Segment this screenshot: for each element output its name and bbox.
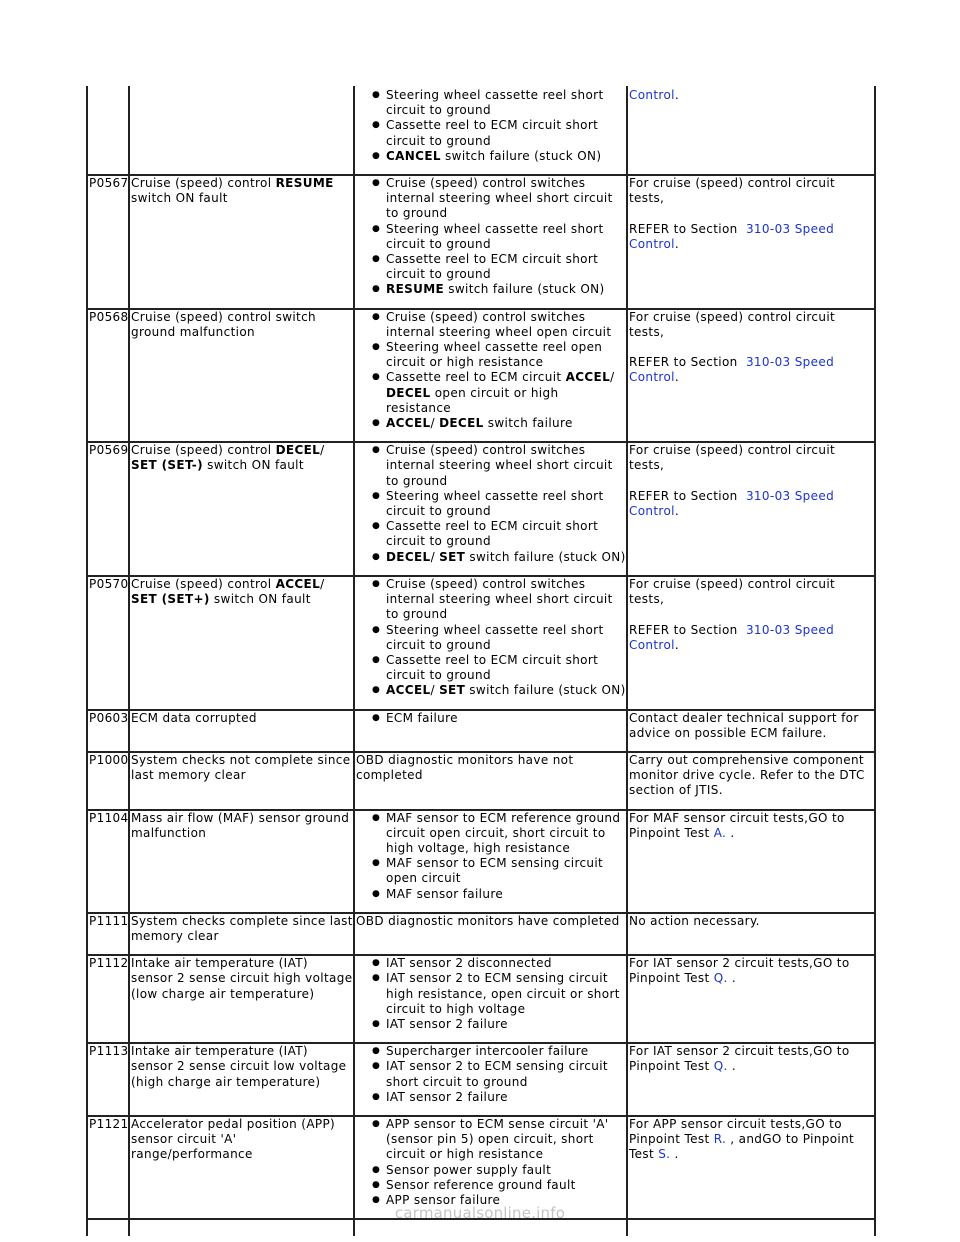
section-link[interactable]: 310-03 Speed Control — [629, 355, 835, 385]
action: Contact dealer technical support for advice on possible ECM failure. — [627, 710, 875, 752]
dtc-description: Cruise (speed) control RESUME switch ON fault — [129, 175, 354, 309]
possible-causes — [354, 576, 627, 710]
possible-causes — [354, 810, 627, 913]
list-item: ● IAT sensor 2 failure — [372, 1090, 626, 1105]
dtc-description — [129, 86, 354, 175]
table-row — [87, 810, 875, 913]
dtc-code: P1000 — [87, 752, 129, 810]
dtc-code: P1121 — [87, 1116, 129, 1219]
watermark: carmanualsonline.info — [394, 1204, 566, 1222]
section-link[interactable]: R. — [713, 1132, 727, 1147]
list-item: ● DECEL/ SET switch failure (stuck ON) — [372, 550, 626, 565]
list-item: ● ECM failure — [372, 711, 626, 726]
causes-list — [356, 811, 626, 902]
causes-list — [356, 711, 626, 726]
list-item: ● Cruise (speed) control switches internal steering wheel short circuit to ground — [372, 443, 626, 489]
section-link[interactable]: 310-03 Speed Control — [629, 622, 835, 652]
dtc-code: P1104 — [87, 810, 129, 913]
possible-causes: OBD diagnostic monitors have completed — [354, 913, 627, 955]
dtc-description: Cruise (speed) control DECEL/ SET (SET-) switch ON fault — [129, 442, 354, 576]
action: Control. — [627, 86, 875, 175]
list-item: ● MAF sensor to ECM reference ground circuit open circuit, short circuit to high voltage, high resistance — [372, 811, 626, 857]
dtc-code: P0570 — [87, 576, 129, 710]
action: No action necessary. — [627, 913, 875, 955]
dtc-description: Intake air temperature (IAT) sensor 2 sense circuit high voltage (low charge air temperature) — [129, 955, 354, 1043]
causes-list — [356, 310, 626, 432]
section-link[interactable]: 310-03 Speed Control — [629, 488, 835, 519]
action: For APP sensor circuit tests,GO to Pinpoint Test R. , andGO to Pinpoint Test S. . — [627, 1116, 875, 1219]
list-item: ● Sensor power supply fault — [372, 1163, 626, 1178]
section-link[interactable]: S. — [658, 1147, 671, 1162]
possible-causes — [354, 175, 627, 309]
possible-causes — [354, 442, 627, 576]
causes-list — [356, 956, 626, 1032]
dtc-description: Accelerator pedal position (APP) sensor circuit 'A' range/performance — [129, 1116, 354, 1219]
causes-list — [356, 1044, 626, 1105]
list-item: ● CANCEL switch failure (stuck ON) — [372, 149, 626, 164]
action: For cruise (speed) control circuit tests, REFER to Section 310-03 Speed Control. — [627, 442, 875, 576]
list-item: ● Cassette reel to ECM circuit short circuit to ground — [372, 252, 626, 282]
list-item: ● IAT sensor 2 failure — [372, 1017, 626, 1032]
action: For cruise (speed) control circuit tests, REFER to Section 310-03 Speed Control. — [627, 309, 875, 443]
list-item: ● Steering wheel cassette reel short circuit to ground — [372, 489, 626, 519]
possible-causes — [354, 86, 627, 175]
action: For cruise (speed) control circuit tests, REFER to Section 310-03 Speed Control. — [627, 576, 875, 710]
list-item: ● RESUME switch failure (stuck ON) — [372, 282, 626, 297]
possible-causes — [354, 1043, 627, 1116]
list-item: ● Cruise (speed) control switches internal steering wheel open circuit — [372, 310, 626, 340]
possible-causes: OBD diagnostic monitors have not completed — [354, 752, 627, 810]
possible-causes — [354, 309, 627, 443]
section-link[interactable]: A. — [713, 825, 727, 840]
causes-list — [356, 88, 626, 164]
list-item: ● Steering wheel cassette reel short circuit to ground — [372, 222, 626, 252]
table-row — [87, 442, 875, 576]
list-item: ● Steering wheel cassette reel short circuit to ground — [372, 88, 626, 118]
action: For cruise (speed) control circuit tests, REFER to Section 310-03 Speed Control. — [627, 175, 875, 309]
table-row — [87, 710, 875, 752]
dtc-code: P1113 — [87, 1043, 129, 1116]
dtc-code: P0567 — [87, 175, 129, 309]
action: Carry out comprehensive component monitor drive cycle. Refer to the DTC section of JTIS. — [627, 752, 875, 810]
list-item: ● Cruise (speed) control switches internal steering wheel short circuit to ground — [372, 176, 626, 222]
possible-causes — [354, 955, 627, 1043]
list-item: ● IAT sensor 2 to ECM sensing circuit short circuit to ground — [372, 1059, 626, 1089]
dtc-description: Intake air temperature (IAT) sensor 2 sense circuit low voltage (high charge air temperature) — [129, 1043, 354, 1116]
list-item: ● MAF sensor to ECM sensing circuit open circuit — [372, 856, 626, 886]
table-row — [87, 913, 875, 955]
possible-causes — [354, 710, 627, 752]
action: For IAT sensor 2 circuit tests,GO to Pinpoint Test Q. . — [627, 955, 875, 1043]
list-item: ● ACCEL/ DECEL switch failure — [372, 416, 626, 431]
dtc-code: P0569 — [87, 442, 129, 576]
causes-list — [356, 577, 626, 699]
table-row — [87, 86, 875, 175]
list-item: ● Cruise (speed) control switches internal steering wheel short circuit to ground — [372, 577, 626, 623]
list-item: ● MAF sensor failure — [372, 887, 626, 902]
dtc-code: P0568 — [87, 309, 129, 443]
list-item: ● Steering wheel cassette reel open circuit or high resistance — [372, 340, 626, 370]
dtc-code: P0603 — [87, 710, 129, 752]
section-link[interactable]: Q. — [713, 1059, 728, 1074]
dtc-table-body — [87, 86, 875, 1236]
dtc-description: Cruise (speed) control switch ground malfunction — [129, 309, 354, 443]
table-row — [87, 175, 875, 309]
list-item: ● IAT sensor 2 disconnected — [372, 956, 626, 971]
dtc-description: Mass air flow (MAF) sensor ground malfunction — [129, 810, 354, 913]
causes-list — [356, 176, 626, 298]
list-item: ● Cassette reel to ECM circuit short circuit to ground — [372, 653, 626, 683]
dtc-description: System checks not complete since last memory clear — [129, 752, 354, 810]
list-item: ● APP sensor to ECM sense circuit 'A' (sensor pin 5) open circuit, short circuit or high resistance — [372, 1117, 626, 1163]
dtc-description: System checks complete since last memory clear — [129, 913, 354, 955]
table-row — [87, 955, 875, 1043]
list-item: ● Cassette reel to ECM circuit short circuit to ground — [372, 519, 626, 549]
table-row — [87, 1043, 875, 1116]
causes-list — [356, 1117, 626, 1208]
list-item: ● Cassette reel to ECM circuit ACCEL/ DECEL open circuit or high resistance — [372, 370, 626, 416]
table-row — [87, 576, 875, 710]
dtc-code — [87, 86, 129, 175]
dtc-description: Cruise (speed) control ACCEL/ SET (SET+) switch ON fault — [129, 576, 354, 710]
causes-list — [356, 443, 626, 565]
table-row — [87, 752, 875, 810]
list-item: ● Steering wheel cassette reel short circuit to ground — [372, 623, 626, 653]
dtc-code: P1112 — [87, 955, 129, 1043]
list-item: ● ACCEL/ SET switch failure (stuck ON) — [372, 683, 626, 698]
table-row — [87, 309, 875, 443]
dtc-description: ECM data corrupted — [129, 710, 354, 752]
list-item: ● APP sensor failure — [372, 1193, 626, 1208]
list-item: ● Sensor reference ground fault — [372, 1178, 626, 1193]
action: For MAF sensor circuit tests,GO to Pinpoint Test A. . — [627, 810, 875, 913]
section-link[interactable]: Control — [629, 88, 675, 102]
list-item: ● Cassette reel to ECM circuit short circuit to ground — [372, 118, 626, 148]
dtc-table — [86, 86, 876, 1236]
list-item: ● Supercharger intercooler failure — [372, 1044, 626, 1059]
section-link[interactable]: Q. — [713, 971, 728, 986]
list-item: ● IAT sensor 2 to ECM sensing circuit high resistance, open circuit or short circuit to high voltage — [372, 971, 626, 1017]
section-link[interactable]: 310-03 Speed Control — [629, 221, 835, 251]
dtc-code: P1111 — [87, 913, 129, 955]
action: For IAT sensor 2 circuit tests,GO to Pinpoint Test Q. . — [627, 1043, 875, 1116]
